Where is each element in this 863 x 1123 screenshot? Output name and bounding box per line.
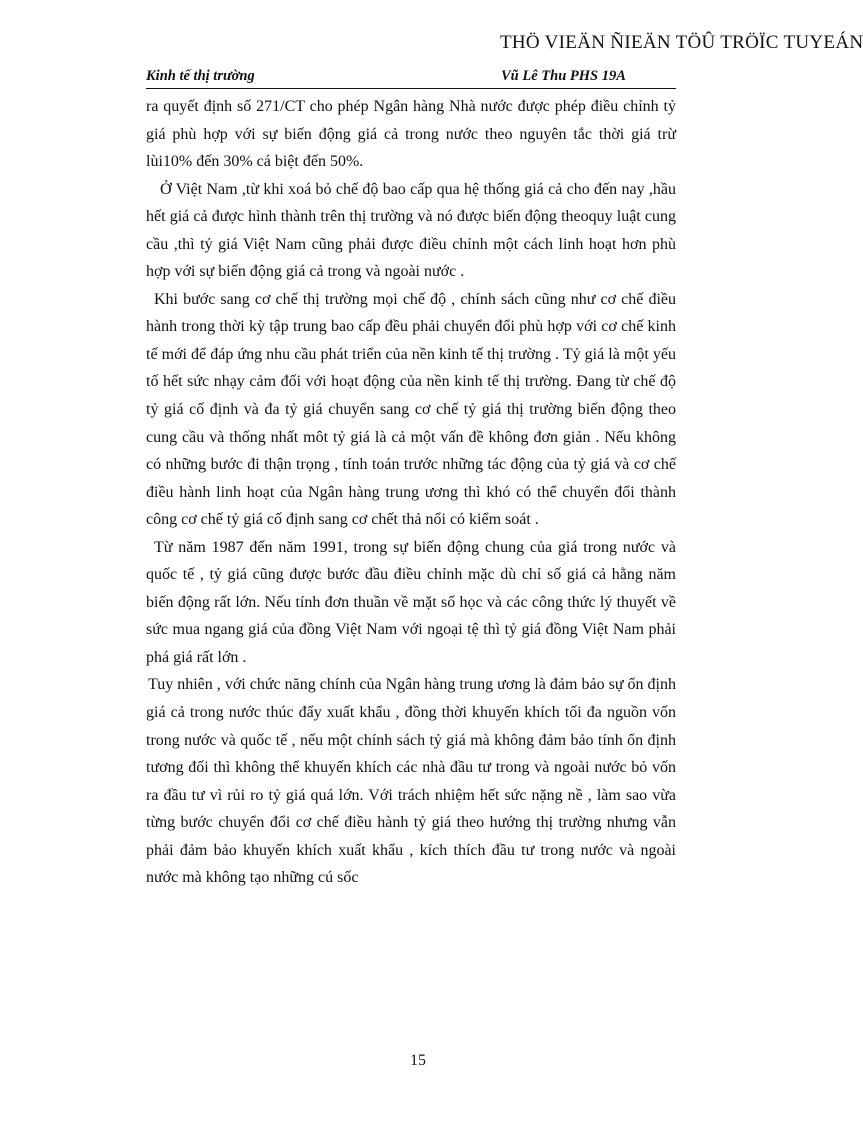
paragraph-4: Từ năm 1987 đến năm 1991, trong sự biến động chung của giá trong nước và quốc tế , tỷ giá cũng được bước đầu điều chỉnh mặc dù chỉ số giá cả hằng năm biến động rất lớn. Nếu tính đơn thuần về mặt số học và các công thức lý thuyết về sức mua ngang giá của đồng Việt Nam với ngoại tệ thì tỷ giá đồng Việt Nam phải phá giá rất lớn .	[146, 538, 676, 666]
paragraph-5: Tuy nhiên , với chức năng chính của Ngân hàng trung ương là đảm bảo sự ổn định giá cả trong nước thúc đẩy xuất khẩu , đồng thời khuyến khích tối đa nguồn vốn trong nước và quốc tế , nếu một chính sách tỷ giá mà không đảm bảo tính ổn định tương đối thì không thể khuyến khích các nhà đầu tư trong và ngoài nước bỏ vốn ra đầu tư vì rủi ro tỷ giá quá lớn. Với trách nhiệm hết sức nặng nề , làm sao vừa từng bước chuyển đổi cơ chế điều hành tỷ giá theo hướng thị trường nhưng vẫn phải đảm bảo khuyến khích xuất khẩu , kích thích đầu tư trong nước và ngoài nước mà không tạo những cú sốc	[146, 676, 676, 887]
paragraph-2: Ở Việt Nam ,từ khi xoá bỏ chế độ bao cấp qua hệ thống giá cả cho đến nay ,hầu hết giá cả được hình thành trên thị trường và nó được biến động theoquy luật cung cầu ,thì tỷ giá Việt Nam cũng phải được điều chỉnh một cách linh hoạt hơn phù hợp với sự biến động giá cả trong và ngoài nước .	[146, 180, 676, 281]
page-number: 15	[410, 1052, 426, 1069]
running-header	[146, 66, 676, 89]
document-body	[146, 93, 676, 892]
paragraph-1: ra quyết định số 271/CT cho phép Ngân hàng Nhà nước được phép điều chỉnh tỷ giá phù hợp với sự biến động giá cả trong nước theo nguyên tắc thời giá trừ lùi10% đến 30% cá biệt đến 50%.	[146, 98, 676, 171]
header-title: Kinh tế thị trường	[146, 68, 255, 84]
library-watermark: THÖ VIEÄN ÑIEÄN TÖÛ TRÖÏC TUYEÁN	[500, 32, 863, 53]
header-author: Vũ Lê Thu PHS 19A	[501, 68, 626, 84]
paragraph-3: Khi bước sang cơ chế thị trường mọi chế độ , chính sách cũng như cơ chế điều hành trong thời kỳ tập trung bao cấp đều phải chuyển đổi phù hợp với cơ chế kinh tế mới để đáp ứng nhu cầu phát triển của nền kinh tế thị trường . Tỷ giá là một yếu tố hết sức nhạy cảm đối với hoạt động của nền kinh tế thị trường. Đang từ chế độ tỷ giá cố định và đa tỷ giá chuyển sang cơ chế tỷ giá thị trường biến động theo cung cầu và thống nhất môt tỷ giá là cả một vấn đề không đơn giản . Nếu không có những bước đi thận trọng , tính toán trước những tác động của tỷ giá và cơ chế điều hành linh hoạt của Ngân hàng trung ương thì khó có thể chuyển đổi thành công cơ chế tỷ giá cố định sang cơ chết thả nổi có kiểm soát .	[146, 290, 676, 529]
